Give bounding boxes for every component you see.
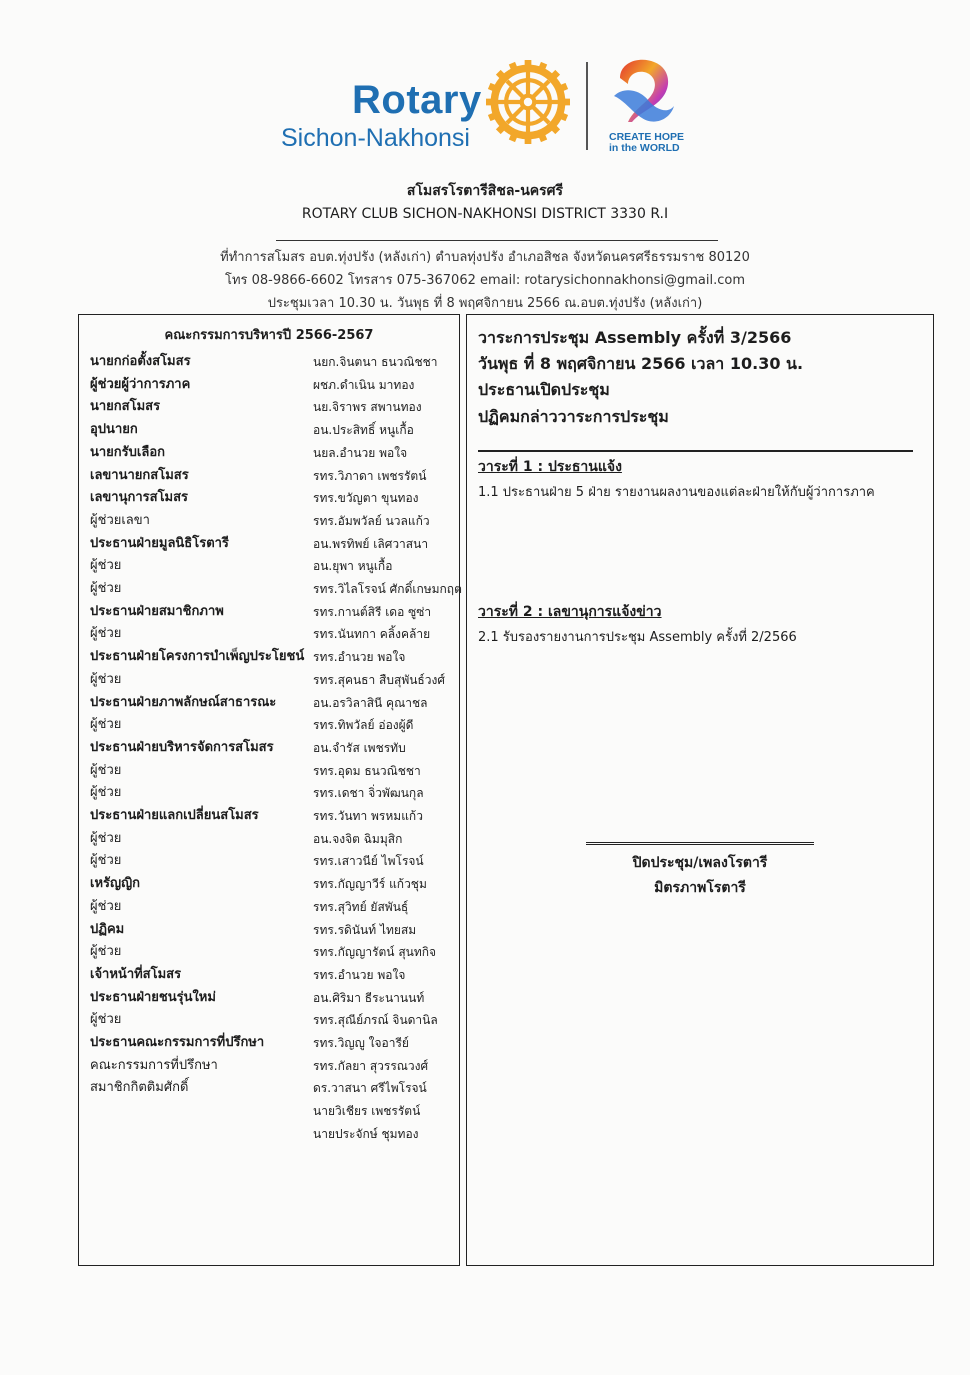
committee-position: ผู้ช่วย	[90, 581, 122, 596]
committee-member-name: รทร.วิภาดา เพชรรัตน์	[313, 468, 427, 483]
committee-member-name: รทร.อำนวย พอใจ	[313, 967, 406, 982]
committee-row	[90, 1032, 460, 1054]
committee-position: ประธานฝ่ายมูลนิธิโรตารี	[90, 535, 229, 551]
agenda-separator	[478, 450, 913, 452]
committee-position: ประธานฝ่ายแลกเปลี่ยนสโมสร	[90, 808, 259, 823]
committee-member-name: รทร.วันทา พรหมแก้ว	[313, 809, 423, 823]
committee-member-name: รทร.สุวิทย์ ยัสพันธุ์	[313, 899, 409, 914]
committee-row	[90, 782, 460, 804]
committee-row	[90, 964, 460, 986]
committee-position: เหรัญญิก	[90, 876, 141, 892]
agenda-title: วาระการประชุม Assembly ครั้งที่ 3/2566	[478, 328, 792, 347]
committee-position: ผู้ช่วยเลขา	[90, 512, 150, 528]
committee-position: ผู้ช่วย	[90, 830, 122, 846]
committee-row	[90, 1100, 460, 1122]
committee-position: เจ้าหน้าที่สโมสร	[90, 966, 182, 982]
committee-member-name: นย.จิราพร สพานทอง	[313, 400, 422, 415]
committee-row	[90, 805, 460, 827]
agenda-item-2-heading: วาระที่ 2 : เลขานุการแจ้งข่าว	[478, 604, 662, 620]
committee-position: ผู้ช่วย	[90, 717, 122, 733]
committee-position: ผู้ช่วย	[90, 1012, 122, 1028]
committee-title: คณะกรรมการบริหารปี 2566-2567	[164, 328, 374, 343]
committee-position: นายกก่อตั้งสโมสร	[90, 354, 191, 369]
committee-position: ผู้ช่วย	[90, 558, 122, 574]
committee-position: สมาชิกกิตติมศักดิ์	[90, 1080, 189, 1096]
committee-member-name: นยล.อำนวย พอใจ	[313, 445, 408, 460]
committee-member-name: อน.ยุพา หนูเกื้อ	[313, 559, 393, 574]
rotary-wheel-icon	[486, 60, 570, 144]
committee-position: ผู้ช่วย	[90, 671, 122, 687]
committee-position: ผู้ช่วย	[90, 898, 122, 914]
committee-row	[90, 669, 460, 691]
committee-position: นายกสโมสร	[90, 399, 161, 415]
committee-position: ผู้ช่วย	[90, 785, 122, 801]
committee-member-name: ดร.วาสนา ศรีไพโรจน์	[313, 1081, 427, 1096]
committee-position: อุปนายก	[90, 422, 138, 438]
committee-member-name: รทร.สุคนธา สืบสุพันธ์วงศ์	[313, 672, 445, 687]
theme-slogan	[609, 132, 684, 154]
rotary-wordmark: Rotary	[352, 78, 482, 122]
committee-position: ประธานฝ่ายสมาชิกภาพ	[90, 603, 224, 619]
committee-member-name: อน.พรทิพย์ เลิศวาสนา	[313, 536, 429, 551]
committee-member-name: รทร.เดชา จิ่วพัฒนกุล	[313, 786, 424, 801]
committee-row	[90, 646, 460, 668]
committee-position: ประธานคณะกรรมการที่ปรึกษา	[90, 1035, 265, 1050]
logo-divider	[586, 62, 588, 150]
committee-position: ปฏิคม	[90, 921, 125, 937]
committee-member-name: อน.จำรัส เพชรทับ	[313, 740, 406, 755]
committee-row	[90, 692, 460, 714]
committee-member-name: นยก.จินตนา ธนวณิชชา	[313, 355, 438, 369]
committee-row	[90, 578, 460, 600]
theme-line-1: CREATE HOPE	[609, 131, 685, 143]
committee-row	[90, 828, 460, 850]
committee-row	[90, 465, 460, 487]
committee-position: ประธานฝ่ายภาพลักษณ์สาธารณะ	[90, 694, 277, 710]
agenda-item-1-heading: วาระที่ 1 : ประธานแจ้ง	[478, 459, 622, 475]
committee-position: ผู้ช่วย	[90, 853, 122, 869]
agenda-item-2-text: 2.1 รับรองรายงานการประชุม Assembly ครั้งที่ 2/2566	[478, 630, 797, 645]
committee-row	[90, 1123, 460, 1145]
agenda-date: วันพุธ ที่ 8 พฤศจิกายน 2566 เวลา 10.30 น.	[478, 354, 804, 373]
committee-row	[90, 623, 460, 645]
committee-member-name: นายประจักษ์ ชุมทอง	[313, 1126, 419, 1141]
committee-row	[90, 873, 460, 895]
committee-member-name: รทร.วิไลโรจน์ ศักดิ์เกษมกฤต	[313, 582, 462, 596]
committee-position: ประธานฝ่ายบริหารจัดการสโมสร	[90, 739, 274, 755]
committee-member-name: รทร.นันทกา คลิ้งคล้าย	[313, 627, 431, 642]
committee-position: เลขานุการสโมสร	[90, 490, 189, 506]
club-address: ที่ทำการสโมสร อบต.ทุ่งปรัง (หลังเก่า) ตำบลทุ่งปรัง อำเภอสิชล จังหวัดนครศรีธรรมราช 80120	[220, 250, 750, 265]
committee-row	[90, 487, 460, 509]
committee-row	[90, 760, 460, 782]
committee-row	[90, 533, 460, 555]
committee-position: ประธานฝ่ายชนรุ่นใหม่	[90, 989, 216, 1005]
committee-member-name: รทร.อำนวย พอใจ	[313, 650, 406, 665]
committee-row	[90, 714, 460, 736]
committee-position: ผู้ช่วย	[90, 762, 122, 778]
committee-position: ประธานฝ่ายโครงการบำเพ็ญประโยชน์	[90, 649, 305, 665]
create-hope-emblem-icon	[610, 56, 676, 128]
committee-row	[90, 419, 460, 441]
committee-member-name: อน.อรวิลาสินี คุณาชล	[313, 695, 428, 710]
committee-row	[90, 396, 460, 418]
committee-member-name: รทร.สุณีย์ภรณ์ จินดานิล	[313, 1013, 438, 1028]
committee-member-name: อน.ประสิทธิ์ หนูเกื้อ	[313, 423, 414, 438]
committee-row	[90, 987, 460, 1009]
agenda-item-1-text: 1.1 ประธานฝ่าย 5 ฝ่าย รายงานผลงานของแต่ละฝ่ายให้กับผู้ว่าการภาค	[478, 485, 875, 500]
closing-line-2: มิตรภาพโรตารี	[654, 880, 746, 896]
committee-row	[90, 1055, 460, 1077]
committee-position: นายกรับเลือก	[90, 444, 165, 460]
committee-position: ผู้ช่วยผู้ว่าการภาค	[90, 376, 191, 392]
committee-row	[90, 896, 460, 918]
committee-member-name: รทร.กัญญาวีร์ แก้วชุม	[313, 877, 427, 892]
committee-member-name: รทร.กัลยา สุวรรณวงศ์	[313, 1058, 429, 1073]
committee-member-name: รทร.วิญญู ใจอารีย์	[313, 1036, 409, 1050]
committee-row	[90, 442, 460, 464]
meeting-info: ประชุมเวลา 10.30 น. วันพุธ ที่ 8 พฤศจิกายน 2566 ณ.อบต.ทุ่งปรัง (หลังเก่า)	[267, 296, 703, 311]
committee-member-name: รทร.เสาวนีย์ ไพโรจน์	[313, 854, 424, 869]
committee-member-name: รทร.ทิพวัลย์ อ่องผู้ดี	[313, 718, 414, 733]
committee-row	[90, 601, 460, 623]
committee-member-name: นายวิเชียร เพชรรัตน์	[313, 1104, 421, 1119]
club-name-thai: สโมสรโรตารีสิชล-นครศรี	[406, 183, 564, 199]
committee-position: ผู้ช่วย	[90, 626, 122, 642]
committee-position: ผู้ช่วย	[90, 944, 122, 960]
committee-member-name: รทร.กัญญารัตน์ สุนทกิจ	[313, 945, 437, 960]
committee-row	[90, 941, 460, 963]
club-name-english: ROTARY CLUB SICHON-NAKHONSI DISTRICT 3330 R.I	[301, 206, 669, 222]
committee-row	[90, 850, 460, 872]
committee-row	[90, 737, 460, 759]
closing-separator	[586, 842, 814, 845]
committee-position: เลขานายกสโมสร	[90, 467, 189, 483]
committee-row	[90, 919, 460, 941]
committee-member-name: ผชภ.ดำเนิน มาทอง	[313, 377, 415, 392]
committee-member-name: รทร.รดินันท์ ไทยสม	[313, 922, 417, 937]
committee-member-name: รทร.ขวัญตา ขุนทอง	[313, 491, 419, 506]
closing-line-1: ปิดประชุม/เพลงโรตารี	[632, 855, 768, 871]
committee-member-name: รทร.กานต์สิรี เดอ ซูซ่า	[313, 604, 432, 619]
committee-member-name: อน.ศิริมา ธีระนานนท์	[313, 990, 425, 1005]
club-contact: โทร 08-9866-6602 โทรสาร 075-367062 email: rotarysichonnakhonsi@gmail.com	[224, 273, 746, 288]
committee-row	[90, 351, 460, 373]
committee-position: คณะกรรมการที่ปรึกษา	[90, 1057, 218, 1073]
committee-row	[90, 1009, 460, 1031]
agenda-opening: ประธานเปิดประชุม	[478, 380, 610, 399]
committee-row	[90, 555, 460, 577]
theme-line-2: in the WORLD	[609, 142, 680, 154]
header-rule	[276, 240, 718, 241]
committee-member-name: อน.จงจิต ฉิมมุสิก	[313, 831, 403, 846]
committee-row	[90, 510, 460, 532]
committee-member-name: รทร.อัมพวัลย์ นวลแก้ว	[313, 513, 430, 528]
agenda-host: ปฏิคมกล่าววาระการประชุม	[478, 407, 669, 426]
committee-row	[90, 1077, 460, 1099]
committee-row	[90, 374, 460, 396]
club-wordmark: Sichon-Nakhonsi	[281, 124, 470, 152]
committee-member-name: รทร.อุดม ธนวณิชชา	[313, 763, 421, 778]
